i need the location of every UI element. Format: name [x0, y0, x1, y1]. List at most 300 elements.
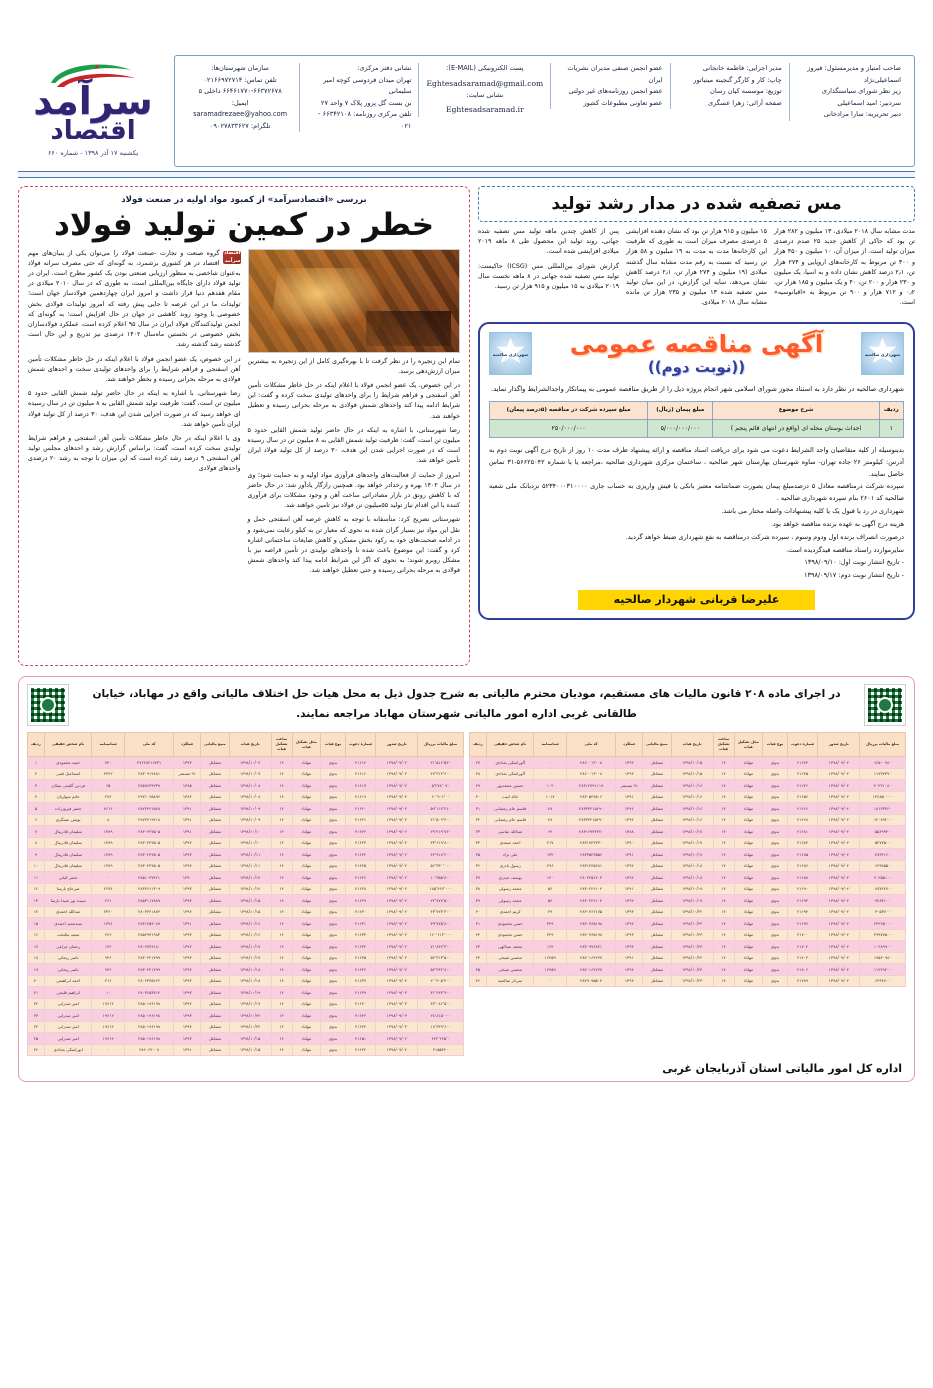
- tax-td-0: ۴۳: [470, 941, 487, 953]
- tax-td-12: ۲۹۹۷۷۵۰۰: [860, 929, 906, 941]
- table-row: [28, 849, 464, 861]
- tender-td-subject: احداث بوستان محله ای (واقع در انتهای قائم پنجم ): [713, 419, 879, 437]
- tax-td-5: مشاغل: [201, 906, 230, 918]
- tax-td-8: مهاباد: [734, 975, 763, 987]
- tax-td-1: امیر صدرایی: [44, 1033, 92, 1045]
- tax-td-11: ۱۳۹۸/۰۹/۰۴: [818, 780, 860, 792]
- tax-td-6: ۱۳۹۸/۱۰/۲۴: [671, 964, 713, 976]
- secondary-par-1-2: گزارش شورای بین‌المللی مس (ICSG) حاکیست: تولید مس تصفیه شده جهانی در ۸ ماهه نخست سال ۲۰۱۹ میلادی به ۱۵ میلیون و ۹۱۵ هزار تن رسید.: [478, 262, 620, 290]
- tax-td-7: ۱۴: [271, 826, 292, 838]
- tax-th-11: تاریخ صدور: [376, 733, 418, 757]
- tax-td-4: ۱۳۹۴: [616, 768, 643, 780]
- tax-td-10: ۴۱۶۸۶: [787, 860, 817, 872]
- tax-td-4: ۱۳۸۲: [174, 791, 201, 803]
- website-address[interactable]: Eghtesadsaramad.ir: [445, 105, 524, 115]
- tax-td-8: مهاباد: [292, 826, 321, 838]
- tax-td-2: ۱۳۸۹: [92, 849, 124, 861]
- address-line-2: بن بست گل پرور پلاک ۷ واحد ۲۷: [320, 98, 412, 107]
- tax-td-11: ۱۳۹۸/۰۹/۰۲: [376, 883, 418, 895]
- tax-td-2: ۲۶۷۴: [92, 883, 124, 895]
- tax-td-7: ۱۴: [271, 895, 292, 907]
- tax-td-10: ۴۱۶۸۲: [787, 837, 817, 849]
- tax-td-6: ۱۳۹۸/۱۰/۰۸: [229, 791, 271, 803]
- tax-td-1: جعفر کیانی: [44, 872, 92, 884]
- tax-td-3: ۲۸۵۳۱۱۷۸۸۹: [124, 895, 174, 907]
- tax-td-3: ۲۸۳۰۴۶۶۱۷۵: [566, 906, 616, 918]
- tax-td-0: ۲۶: [28, 1044, 45, 1056]
- tax-td-4: ۱۳۹۱: [174, 918, 201, 930]
- tax-td-2: ۱۳۸۹: [92, 826, 124, 838]
- tax-td-12: ۸۷۷۲۴۷۰: [860, 883, 906, 895]
- steel-furnace-photo: [248, 249, 461, 353]
- tax-td-9: بدوی: [321, 975, 346, 987]
- tax-td-1: احمد ابراهیمی: [44, 975, 92, 987]
- tax-td-4: ۱۳۹۲: [174, 941, 201, 953]
- email-label: پست الکترونیکی (E-MAIL):: [446, 64, 524, 72]
- tax-td-3: ۲۸۷۴۴۱۴۴۱۸: [124, 814, 174, 826]
- tax-td-9: بدوی: [763, 826, 788, 838]
- tax-td-11: ۱۳۹۸/۰۹/۰۴: [818, 791, 860, 803]
- tax-td-7: ۱۴: [713, 872, 734, 884]
- tax-td-3: ۲۸۷۰۱۶۴۶۴۷: [566, 952, 616, 964]
- tax-td-1: سلیمان قادرینال: [44, 849, 92, 861]
- table-row: [470, 952, 906, 964]
- tax-td-9: بدوی: [321, 826, 346, 838]
- tax-td-2: ۱۳۸۹: [92, 860, 124, 872]
- tax-td-0: ۲۸: [470, 768, 487, 780]
- lead-right-par-4: وی با اعلام اینکه در حال خاطر مشکلات تأمین آهن اسفنجی و فراهم شرایط تولیدی سخت کرده است، گفت: براساس گزارش رشد و احدهای مجلس تولید آهن اسفنجی ۹ درصد رشد کرده است که این میزان با توجه به رشد ۲۰ درصدی واحدهای فولادی: [28, 434, 241, 473]
- tax-td-2: ۱۳۸۹: [92, 837, 124, 849]
- tax-td-11: ۱۳۹۸/۰۹/۰۲: [376, 1033, 418, 1045]
- tax-notice-title: در اجرای ماده ۲۰۸ قانون مالیات های مستقیم، مودیان محترم مالیاتی به شرح جدول ذیل به محل هیات حل اختلاف مالیاتی واقع در مهاباد، خیابان طالقانی غربی اداره امور مالیاتی شهرستان مهاباد مراجعه نمایند.: [92, 688, 841, 720]
- tax-td-10: ۴۱۶۴۰: [345, 998, 375, 1010]
- secondary-col-3: [774, 227, 915, 313]
- tax-td-8: مهاباد: [292, 941, 321, 953]
- colophon-layout: صفحه آرائی: زهرا عسگری: [707, 98, 782, 107]
- tax-td-7: ۱۴: [713, 941, 734, 953]
- table-row: [470, 860, 906, 872]
- tax-td-2: ۱۰۲: [534, 780, 566, 792]
- tax-td-8: مهاباد: [292, 918, 321, 930]
- tax-td-2: ۱۶۴۵۹: [534, 964, 566, 976]
- tax-td-0: ۳۴: [470, 837, 487, 849]
- tax-td-11: ۱۳۹۸/۰۹/۰۳: [376, 998, 418, 1010]
- tax-td-10: ۴۱۶۴۴: [345, 1044, 375, 1056]
- tax-td-0: ۱۸: [28, 952, 45, 964]
- tax-td-4: ۱۳۹۳: [174, 929, 201, 941]
- tax-td-12: ۲۱٬۵۰۹٬۴۰۰: [418, 814, 464, 826]
- tax-td-2: ۶۲: [534, 826, 566, 838]
- table-row: [470, 780, 906, 792]
- tax-td-2: ۲۷۶: [92, 791, 124, 803]
- tax-td-12: ۱۸٬۳۳۹٬۶۰۰: [418, 1021, 464, 1033]
- tax-td-10: ۴۱۶۲۱: [345, 814, 375, 826]
- tax-td-2: ۱۰: [92, 987, 124, 999]
- tax-td-0: ۳۷: [470, 872, 487, 884]
- tax-td-7: ۱۴: [713, 964, 734, 976]
- tax-td-1: سلیمان قادرینال: [44, 837, 92, 849]
- tax-table-right-wrapper: [27, 732, 464, 1056]
- tax-td-10: ۴۱۶۱۷: [345, 780, 375, 792]
- tax-td-9: بدوی: [321, 906, 346, 918]
- tender-note-4: هزینه درج آگهی به عهده برنده مناقصه خواهد بود.: [770, 519, 904, 528]
- tax-td-10: ۴۱۶۸۸: [787, 872, 817, 884]
- email-address[interactable]: Eghtesadsaramad@gmail.com: [426, 78, 544, 88]
- tax-td-6: ۱۳۹۸/۱۰/۱۰: [229, 826, 271, 838]
- tax-td-4: ۱۳۹۲: [616, 860, 643, 872]
- table-row: [470, 837, 906, 849]
- tax-td-5: مشاغل: [201, 768, 230, 780]
- tax-td-2: ۲۶۱: [92, 895, 124, 907]
- tax-td-1: حاتم سواریان: [44, 791, 92, 803]
- tax-th-9: نوع هیات: [763, 733, 788, 757]
- tax-td-2: ۰: [92, 872, 124, 884]
- tax-td-1: رسول نادری: [486, 860, 534, 872]
- colophon-editor-in-chief: سردبیر: امید اسماعیلی: [837, 98, 901, 107]
- tax-td-9: بدوی: [321, 918, 346, 930]
- tax-th-1: نام شخص حقیقی: [44, 733, 92, 757]
- tax-tables-wrapper: [27, 732, 906, 1056]
- tax-th-4: عملکرد: [616, 733, 643, 757]
- tax-td-11: ۱۳۹۸/۰۹/۰۴: [818, 918, 860, 930]
- tax-td-1: ناصر ریحانی: [44, 964, 92, 976]
- table-row: [28, 952, 464, 964]
- secondary-story-body: [478, 227, 915, 313]
- table-row: [470, 826, 906, 838]
- tax-td-3: ۲۸۳۱۶۹۳۴۳۷۰: [566, 826, 616, 838]
- tax-td-4: ۱۳۹۲: [616, 895, 643, 907]
- tax-td-12: ۲۸٬۸۱۵٬۰۰۰: [418, 1010, 464, 1022]
- tax-td-11: ۱۳۹۸/۰۹/۰۲: [376, 814, 418, 826]
- tax-td-8: مهاباد: [734, 952, 763, 964]
- tax-td-12: ۲۲٬۷۷۷٬۵۰۰: [418, 895, 464, 907]
- tax-td-1: یوسف حیدری: [486, 872, 534, 884]
- tax-td-6: ۱۳۹۸/۱۰/۱۵: [229, 1044, 271, 1056]
- tax-td-10: ۴۱۶۶۶: [787, 803, 817, 815]
- tax-td-11: ۱۳۹۸/۰۹/۰۴: [818, 883, 860, 895]
- tax-th-0: ردیف: [470, 733, 487, 757]
- tax-td-4: ۱۳۹۳: [174, 849, 201, 861]
- tax-td-0: ۱۶: [28, 929, 45, 941]
- tender-note-3: شهرداری در رد یا قبول یک یا کلیه پیشنهادات واصله مختار می باشد.: [721, 507, 904, 516]
- tax-td-10: ۴۱۶۲۸: [345, 883, 375, 895]
- tax-td-11: ۱۳۹۸/۰۹/۰۲: [376, 757, 418, 769]
- tax-td-3: ۲۸۰۲۳۳۵۶۶۲: [124, 975, 174, 987]
- tender-title: آگهی مناقصه عمومی: [569, 329, 824, 358]
- tax-td-11: ۱۳۹۸/۰۹/۰۴: [818, 826, 860, 838]
- tax-td-2: ۰: [534, 975, 566, 987]
- tax-td-7: ۱۴: [271, 849, 292, 861]
- colophon-publisher: صاحب امتیاز و مدیرمسئول: فیروز اسماعیلی‌نژاد: [807, 64, 901, 84]
- tax-th-10: شماره دعوت: [345, 733, 375, 757]
- tax-td-1: سیدمجید احمدی: [44, 918, 92, 930]
- tax-td-5: مشاغل: [201, 918, 230, 930]
- tax-td-8: مهاباد: [734, 768, 763, 780]
- tax-td-9: بدوی: [321, 941, 346, 953]
- secondary-story: [478, 186, 915, 222]
- tax-th-2: شناسنامه: [534, 733, 566, 757]
- tax-td-6: ۱۳۹۸/۱۰/۱۸: [229, 975, 271, 987]
- tax-td-0: ۲۴: [28, 1021, 45, 1033]
- tax-td-5: مشاغل: [643, 929, 672, 941]
- tax-td-0: ۱۲: [28, 883, 45, 895]
- tax-td-5: مشاغل: [201, 1044, 230, 1056]
- lead-kicker: بررسی «اقتصادسرآمد» از کمبود مواد اولیه در صنعت فولاد: [121, 195, 367, 205]
- table-row: [28, 826, 464, 838]
- tax-td-0: ۶: [28, 814, 45, 826]
- header-divider-rule: [18, 171, 915, 178]
- colophon-branches-column: [181, 63, 299, 132]
- tax-td-6: ۱۳۹۸/۱۰/۲۴: [671, 952, 713, 964]
- colophon-staff-column: [789, 63, 908, 121]
- tax-td-1: محمد رسولی: [486, 895, 534, 907]
- tax-td-6: ۱۳۹۸/۱۰/۱۷: [229, 952, 271, 964]
- tax-td-0: ۴۲: [470, 929, 487, 941]
- tax-td-6: ۱۳۹۸/۱۰/۱۷: [671, 849, 713, 861]
- issue-date-line: یکشنبه ۱۷ آذر ۱۳۹۸ - شماره ۶۶۰: [47, 148, 139, 157]
- tender-title-group: [532, 331, 861, 376]
- tax-td-5: مشاغل: [643, 906, 672, 918]
- tax-th-5: منبع مالیاتی: [643, 733, 672, 757]
- tax-td-4: ۱۳۹۱: [616, 883, 643, 895]
- tax-td-3: ۲۸۳۳۴۲۱۵۶۹۰: [566, 814, 616, 826]
- tax-table-right: [27, 732, 464, 1056]
- tax-td-0: ۳: [28, 780, 45, 792]
- tax-td-3: ۲۸۳۰۴۲۱۷۹۹: [124, 964, 174, 976]
- tax-table-header-row: [28, 733, 464, 757]
- tax-td-11: ۱۳۹۸/۰۹/۰۴: [376, 1044, 418, 1056]
- tax-td-3: ۲۸۰۳۲۴۱۸۷۴: [124, 906, 174, 918]
- address-label: نشانی دفتر مرکزی:: [357, 64, 412, 72]
- secondary-par-1-1: پس از کاهش چندین ماهه تولید مس تصفیه شده جهانی، روند تولید این محصول طی ۸ ماهه ۲۰۱۹ میلادی افزایشی شده است.: [478, 228, 619, 256]
- tax-td-10: ۴۱۸۰۶: [787, 964, 817, 976]
- tax-td-8: مهاباد: [292, 987, 321, 999]
- tender-intro-text: شهرداری صالحیه در نظر دارد به استناد مجوز شورای اسلامی شهر انجام پروژه ذیل را از طریق مناقصه عمومی به پیمانکار واجدالشرایط واگذار نماید.: [491, 384, 904, 393]
- tender-note-1: بدینوسیله از کلیه متقاضیان واجد الشرایط دعوت می شود برای دریافت اسناد مناقصه و ارائه پیشنهاد ظرف مدت ۱۰ روز از تاریخ درج آگهی نوبت دوم به آدرس: کیلومتر ۲۶ جاده تهران- ساوه شهرستان بهارستان شهر صالحیه ، ساختمان مرکزی شهرداری صالحیه ،مراجعه یا با شماره ۵۶۶۲۵۰۴۲-۳۱ تماس حاصل نمایند.: [489, 445, 904, 478]
- tax-td-0: ۲۵: [28, 1033, 45, 1045]
- tender-td-deposit: ۲۵۰/۰۰۰/۰۰۰: [490, 419, 648, 437]
- tax-td-10: ۴۱۷۰۲: [787, 941, 817, 953]
- table-row: [28, 872, 464, 884]
- tax-td-3: ۲۸۳۰۴۴۲۵۰۵: [124, 860, 174, 872]
- tax-td-11: ۱۳۹۸/۰۹/۰۴: [818, 768, 860, 780]
- tax-td-9: بدوی: [763, 837, 788, 849]
- tax-td-10: ۴۱۷۰۰: [787, 929, 817, 941]
- tax-td-9: بدوی: [763, 860, 788, 872]
- tax-td-6: ۱۳۹۸/۱۰/۱۹: [229, 998, 271, 1010]
- colophon-membership-1: عضو انجمن صنفی مدیران نشریات ایران: [567, 64, 663, 84]
- tax-td-8: مهاباد: [734, 814, 763, 826]
- tax-td-3: ۲۸۵۰۱۹۶۱۹۸: [124, 1033, 174, 1045]
- tax-td-2: ۱۹۶۱۲: [92, 1033, 124, 1045]
- newspaper-logo[interactable]: [18, 55, 168, 167]
- tax-td-6: ۱۳۹۸/۱۰/۱۷: [229, 941, 271, 953]
- tax-td-8: مهاباد: [292, 860, 321, 872]
- tax-td-0: ۲۲: [28, 998, 45, 1010]
- tax-td-12: ۲۳۲۲۵۰۰۰: [860, 918, 906, 930]
- branches-phone: تلفن تماس: ۰۲۱۶۶۹۷۲۷۱۴: [203, 75, 277, 84]
- tax-td-3: ۲۷۶۲۸۲۱۶۷۳۱: [124, 757, 174, 769]
- tax-td-6: ۱۳۹۸/۱۰/۲۳: [671, 941, 713, 953]
- tax-td-10: ۴۱۶۲۴: [345, 849, 375, 861]
- tax-td-8: مهاباد: [292, 895, 321, 907]
- tax-td-1: کریم احمدی: [486, 906, 534, 918]
- colophon-executive-manager: مدیر اجرایی: فاطمه خانجانی: [702, 64, 782, 72]
- tax-td-0: ۱۳: [28, 895, 45, 907]
- tax-td-3: ۲۸۰۳۶۵۳۷۱۴: [124, 987, 174, 999]
- tax-td-5: مشاغل: [201, 929, 230, 941]
- tax-td-7: ۱۴: [713, 906, 734, 918]
- lead-left-par-2: در این خصوص، یک عضو انجمن فولاد با اعلام اینکه در حل خاطر مشکلات تأمین آهن اسفنجی و فراهم شرایط را برای واحدهای تولیدی سخت کرده و گفت: این شرایط ادامه پیدا کند واحدهای شمش فولادی به مرحله بحرانی رسیده و تعطیل خواهند شد.: [247, 382, 460, 420]
- tax-td-2: ۲۱۷: [534, 837, 566, 849]
- tax-td-5: مشاغل: [201, 952, 230, 964]
- tax-td-2: ۱۳۷۶: [92, 918, 124, 930]
- tax-td-6: ۱۳۹۸/۱۰/۲۲: [671, 918, 713, 930]
- colophon-email-column: [418, 63, 550, 117]
- tax-td-10: ۴۱۶۳۴: [345, 941, 375, 953]
- tax-td-0: ۸: [28, 837, 45, 849]
- tax-td-9: بدوی: [321, 814, 346, 826]
- tax-td-7: ۱۴: [713, 918, 734, 930]
- tax-td-4: ۱۳۹۱: [174, 1044, 201, 1056]
- tax-td-6: ۱۳۹۸/۱۰/۱۷: [671, 837, 713, 849]
- tax-td-5: مشاغل: [201, 883, 230, 895]
- tax-td-0: ۳۸: [470, 883, 487, 895]
- tax-td-0: ۱۹: [28, 964, 45, 976]
- tax-td-11: ۱۳۹۸/۰۹/۰۴: [818, 757, 860, 769]
- lead-right-par-3: رضا شهرستانی، با اشاره به اینکه در حال حاضر تولید شمش القایی حدود ۵ میلیون تن است، گفت: ظرفیت تولید شمش القایی به ۸ میلیون تن در سال رسیده ای خواهد رسید که در صورت اجرایی شدن این هدف، ۳۰ درصد از کل تولید فولاد ایران تأمین خواهد شد.: [27, 390, 241, 428]
- tax-td-12: ۱۱۲۴۹۲۰۰: [860, 964, 906, 976]
- tax-td-3: ۲۸۳۱۷۴۲۳۳۰: [566, 837, 616, 849]
- tax-td-4: ۱۳۹۲: [174, 906, 201, 918]
- tax-td-3: ۲۸۳۱۲۷۹۱۱۱۹: [566, 780, 616, 792]
- tender-note-5: درصورت انصراف برنده اول ودوم وسوم ، سپرده شرکت درمناقصه به نفع شهرداری ضبط خواهد گردید.: [625, 532, 904, 541]
- tax-td-6: ۱۳۹۸/۱۰/۱۹: [229, 987, 271, 999]
- table-row: [28, 1010, 464, 1022]
- tax-td-6: ۱۳۹۸/۱۰/۲۳: [671, 929, 713, 941]
- table-row: [28, 975, 464, 987]
- tax-td-6: ۱۳۹۸/۱۰/۱۶: [671, 791, 713, 803]
- tax-td-0: ۴۶: [470, 975, 487, 987]
- table-row: [470, 803, 906, 815]
- tax-td-1: امیر صدرایی: [44, 998, 92, 1010]
- tax-table-left: [469, 732, 906, 987]
- tax-td-6: ۱۳۹۸/۱۰/۲۲: [229, 1021, 271, 1033]
- tax-td-6: ۱۳۹۸/۱۰/۱۶: [671, 803, 713, 815]
- tax-td-5: مشاغل: [643, 883, 672, 895]
- tax-td-12: ۱۰۴۸۹۹۰۰: [860, 941, 906, 953]
- tax-td-7: ۱۴: [271, 998, 292, 1010]
- tax-td-7: ۱۴: [271, 768, 292, 780]
- tax-td-9: بدوی: [763, 895, 788, 907]
- tax-td-3: ۲۸۷۹۰۹۵۵۰۴: [566, 975, 616, 987]
- tax-td-9: بدوی: [763, 791, 788, 803]
- tax-td-7: ۱۴: [271, 975, 292, 987]
- tax-td-11: ۱۳۹۸/۰۹/۰۴: [818, 860, 860, 872]
- table-row: [28, 1021, 464, 1033]
- tax-td-9: بدوی: [321, 895, 346, 907]
- seal-caption-right: شهرداری صالحیه: [864, 351, 901, 357]
- tax-td-3: ۲۸۳۰۲۲۶۱۰۴: [566, 883, 616, 895]
- tax-td-10: ۴۱۶۶۸: [787, 814, 817, 826]
- tax-td-1: امیر صدرایی: [44, 1021, 92, 1033]
- tax-td-4: ۱۳۹۴: [616, 975, 643, 987]
- tax-td-5: مشاغل: [201, 975, 230, 987]
- tax-td-8: مهاباد: [734, 837, 763, 849]
- tax-td-1: محمد رسولی: [486, 883, 534, 895]
- tax-td-2: ۷۴۰: [92, 757, 124, 769]
- branches-email[interactable]: ایمیل: saramadrezaee@yahoo.com: [193, 98, 288, 119]
- tax-td-12: ۴۲٬۹۱۸٬۲۰۰: [418, 849, 464, 861]
- table-row: [28, 803, 464, 815]
- tender-note-6: سایرمواردد راسناد مناقصه قیدگردیده است.: [786, 545, 904, 554]
- colophon-memberships-column: [550, 63, 669, 109]
- tax-td-10: ۴۱۶۸۵: [787, 849, 817, 861]
- tax-td-3: ۲۸۵۰۱۹۶۱۹۸: [124, 1010, 174, 1022]
- tax-td-8: مهاباد: [734, 860, 763, 872]
- tax-td-7: ۱۴: [713, 929, 734, 941]
- tender-td-row: ۱: [879, 419, 903, 437]
- table-row: [28, 998, 464, 1010]
- tax-td-11: ۱۳۹۸/۰۹/۰۲: [376, 952, 418, 964]
- tax-td-0: ۴۴: [470, 952, 487, 964]
- tax-td-12: ۵۵۶۹۹۲۰: [860, 826, 906, 838]
- tax-td-11: ۱۳۹۸/۰۹/۰۲: [376, 895, 418, 907]
- tax-td-0: ۱۴: [28, 906, 45, 918]
- tender-td-amount: ۵/۰۰۰/۰۰۰/۰۰۰: [648, 419, 713, 437]
- tax-td-10: ۴۱۶۲۶: [345, 872, 375, 884]
- branches-label: سازمان شهرستان‌ها:: [211, 64, 269, 72]
- tax-td-11: ۱۳۹۸/۰۹/۰۲: [376, 826, 418, 838]
- tax-td-11: ۱۳۹۸/۰۹/۰۴: [818, 895, 860, 907]
- tax-td-12: ۴۷٬۳۱۲٬۶۰۰: [418, 768, 464, 780]
- tax-td-3: ۲۸۳۰۵۴۲۵۰۶: [566, 791, 616, 803]
- tax-th-8: محل تشکیل هیات: [734, 733, 763, 757]
- tax-td-7: ۱۴: [271, 918, 292, 930]
- tax-td-5: مشاغل: [643, 826, 672, 838]
- tax-td-8: مهاباد: [292, 780, 321, 792]
- tender-th-deposit: مبلغ سپرده شرکت در مناقصه (۵درصد پیمان): [490, 402, 648, 419]
- tax-td-2: ۱۶۴۵۹: [534, 952, 566, 964]
- tax-td-4: ۱۳۹۱: [616, 791, 643, 803]
- tax-td-8: مهاباد: [734, 849, 763, 861]
- tax-td-12: ۱۶۰٬۶۱۴٬۰۰۰: [418, 929, 464, 941]
- tax-td-12: ۱۲۴۸۵۰۰۰۰: [860, 791, 906, 803]
- tax-td-8: مهاباد: [292, 952, 321, 964]
- colophon-address-column: [299, 63, 418, 132]
- municipality-seal-icon-left: [489, 332, 532, 375]
- tax-td-12: ۵۹٬۱۱۷٬۴۱۰: [418, 803, 464, 815]
- tax-td-6: ۱۳۹۸/۱۰/۱۵: [671, 768, 713, 780]
- tax-td-10: ۴۱۶۴۴: [787, 757, 817, 769]
- table-row: [470, 895, 906, 907]
- tax-td-8: مهاباد: [734, 872, 763, 884]
- tax-td-0: ۱: [28, 757, 45, 769]
- tax-td-6: ۱۳۹۸/۱۰/۰۷: [229, 768, 271, 780]
- tax-td-12: ۲۱٬۵۱۶٬۵۳۰: [418, 757, 464, 769]
- tax-td-1: سلیمان قادرینال: [44, 826, 92, 838]
- tax-td-3: ۲۸۳۱۲۴۵۶۸۱: [566, 860, 616, 872]
- tax-td-12: ۵۲٬۲۳۶٬۸۰۰: [418, 964, 464, 976]
- tax-td-2: ۰: [534, 768, 566, 780]
- tax-td-3: ۲۸۰۲۴۵۶۶۰۳: [566, 872, 616, 884]
- tax-td-7: ۱۴: [713, 883, 734, 895]
- tax-td-1: سلیمان قادرینال: [44, 860, 92, 872]
- tax-td-9: بدوی: [321, 952, 346, 964]
- tax-td-10: ۴۱۶۹۴: [787, 906, 817, 918]
- tax-td-3: ۲۸۳۰۹۱۲۸۸۱: [124, 768, 174, 780]
- tax-td-11: ۱۳۹۸/۰۹/۰۲: [376, 803, 418, 815]
